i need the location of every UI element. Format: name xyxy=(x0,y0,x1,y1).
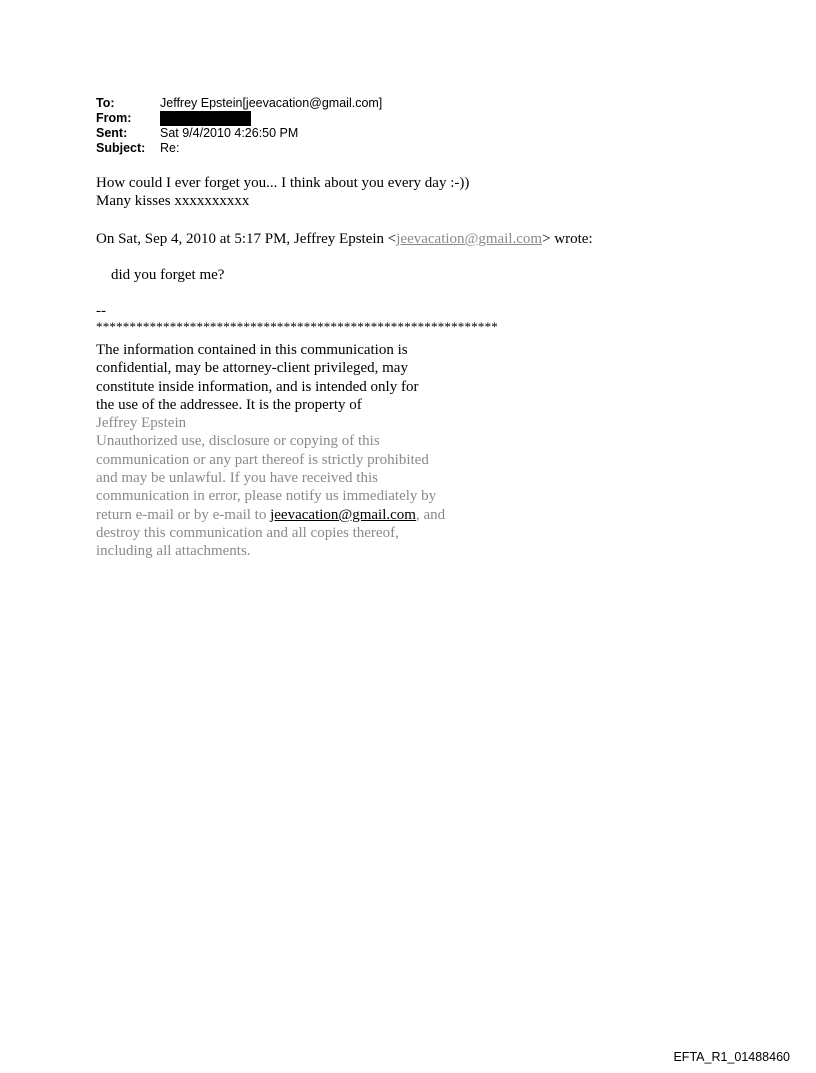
return-line xyxy=(96,506,445,524)
conf-line: the use of the addressee. It is the property of xyxy=(96,396,362,413)
subject-value: Re: xyxy=(160,141,180,155)
conf-line: constitute inside information, and is intended only for xyxy=(96,378,419,395)
return-suffix: , and xyxy=(415,506,446,523)
gray-line: communication or any part thereof is strictly prohibited xyxy=(96,451,429,468)
from-row xyxy=(96,111,382,126)
signature-dash: -- xyxy=(96,303,106,319)
confidentiality-notice xyxy=(96,341,445,561)
message-line-1: How could I ever forget you... I think about you every day :-)) xyxy=(96,175,470,191)
gray-line: Jeffrey Epstein xyxy=(96,415,187,432)
sent-value: Sat 9/4/2010 4:26:50 PM xyxy=(160,126,299,140)
message-body xyxy=(96,174,469,211)
subject-row xyxy=(96,141,382,156)
to-label: To: xyxy=(96,96,115,110)
from-redaction xyxy=(160,111,251,126)
to-value: Jeffrey Epstein[jeevacation@gmail.com] xyxy=(160,96,383,110)
email-header xyxy=(96,96,382,156)
signature-email-link[interactable]: jeevacation@gmail.com xyxy=(270,506,416,523)
gray-line: communication in error, please notify us immediately by xyxy=(96,488,437,505)
signature-stars: ************************************************************ xyxy=(96,319,498,334)
return-prefix: return e-mail or by e-mail to xyxy=(96,506,271,523)
gray-line: and may be unlawful. If you have received this xyxy=(96,470,378,487)
message-line-2: Many kisses xxxxxxxxxx xyxy=(96,193,250,210)
gray-line: including all attachments. xyxy=(96,543,251,560)
quote-intro-prefix: On Sat, Sep 4, 2010 at 5:17 PM, Jeffrey Epstein < xyxy=(96,231,397,247)
from-label: From: xyxy=(96,111,132,125)
quote-email-link[interactable]: jeevacation@gmail.com xyxy=(396,231,543,247)
sent-label: Sent: xyxy=(96,126,128,140)
document-id: EFTA_R1_01488460 xyxy=(673,1050,790,1064)
quote-intro xyxy=(96,230,593,248)
conf-line: confidential, may be attorney-client privileged, may xyxy=(96,360,408,377)
quoted-text: did you forget me? xyxy=(111,267,225,283)
quote-intro-suffix: > wrote: xyxy=(542,231,593,247)
gray-line: destroy this communication and all copies thereof, xyxy=(96,524,399,541)
gray-line: Unauthorized use, disclosure or copying of this xyxy=(96,433,380,450)
sent-row xyxy=(96,126,382,141)
conf-line: The information contained in this communication is xyxy=(96,342,408,358)
to-row xyxy=(96,96,382,111)
subject-label: Subject: xyxy=(96,141,146,155)
